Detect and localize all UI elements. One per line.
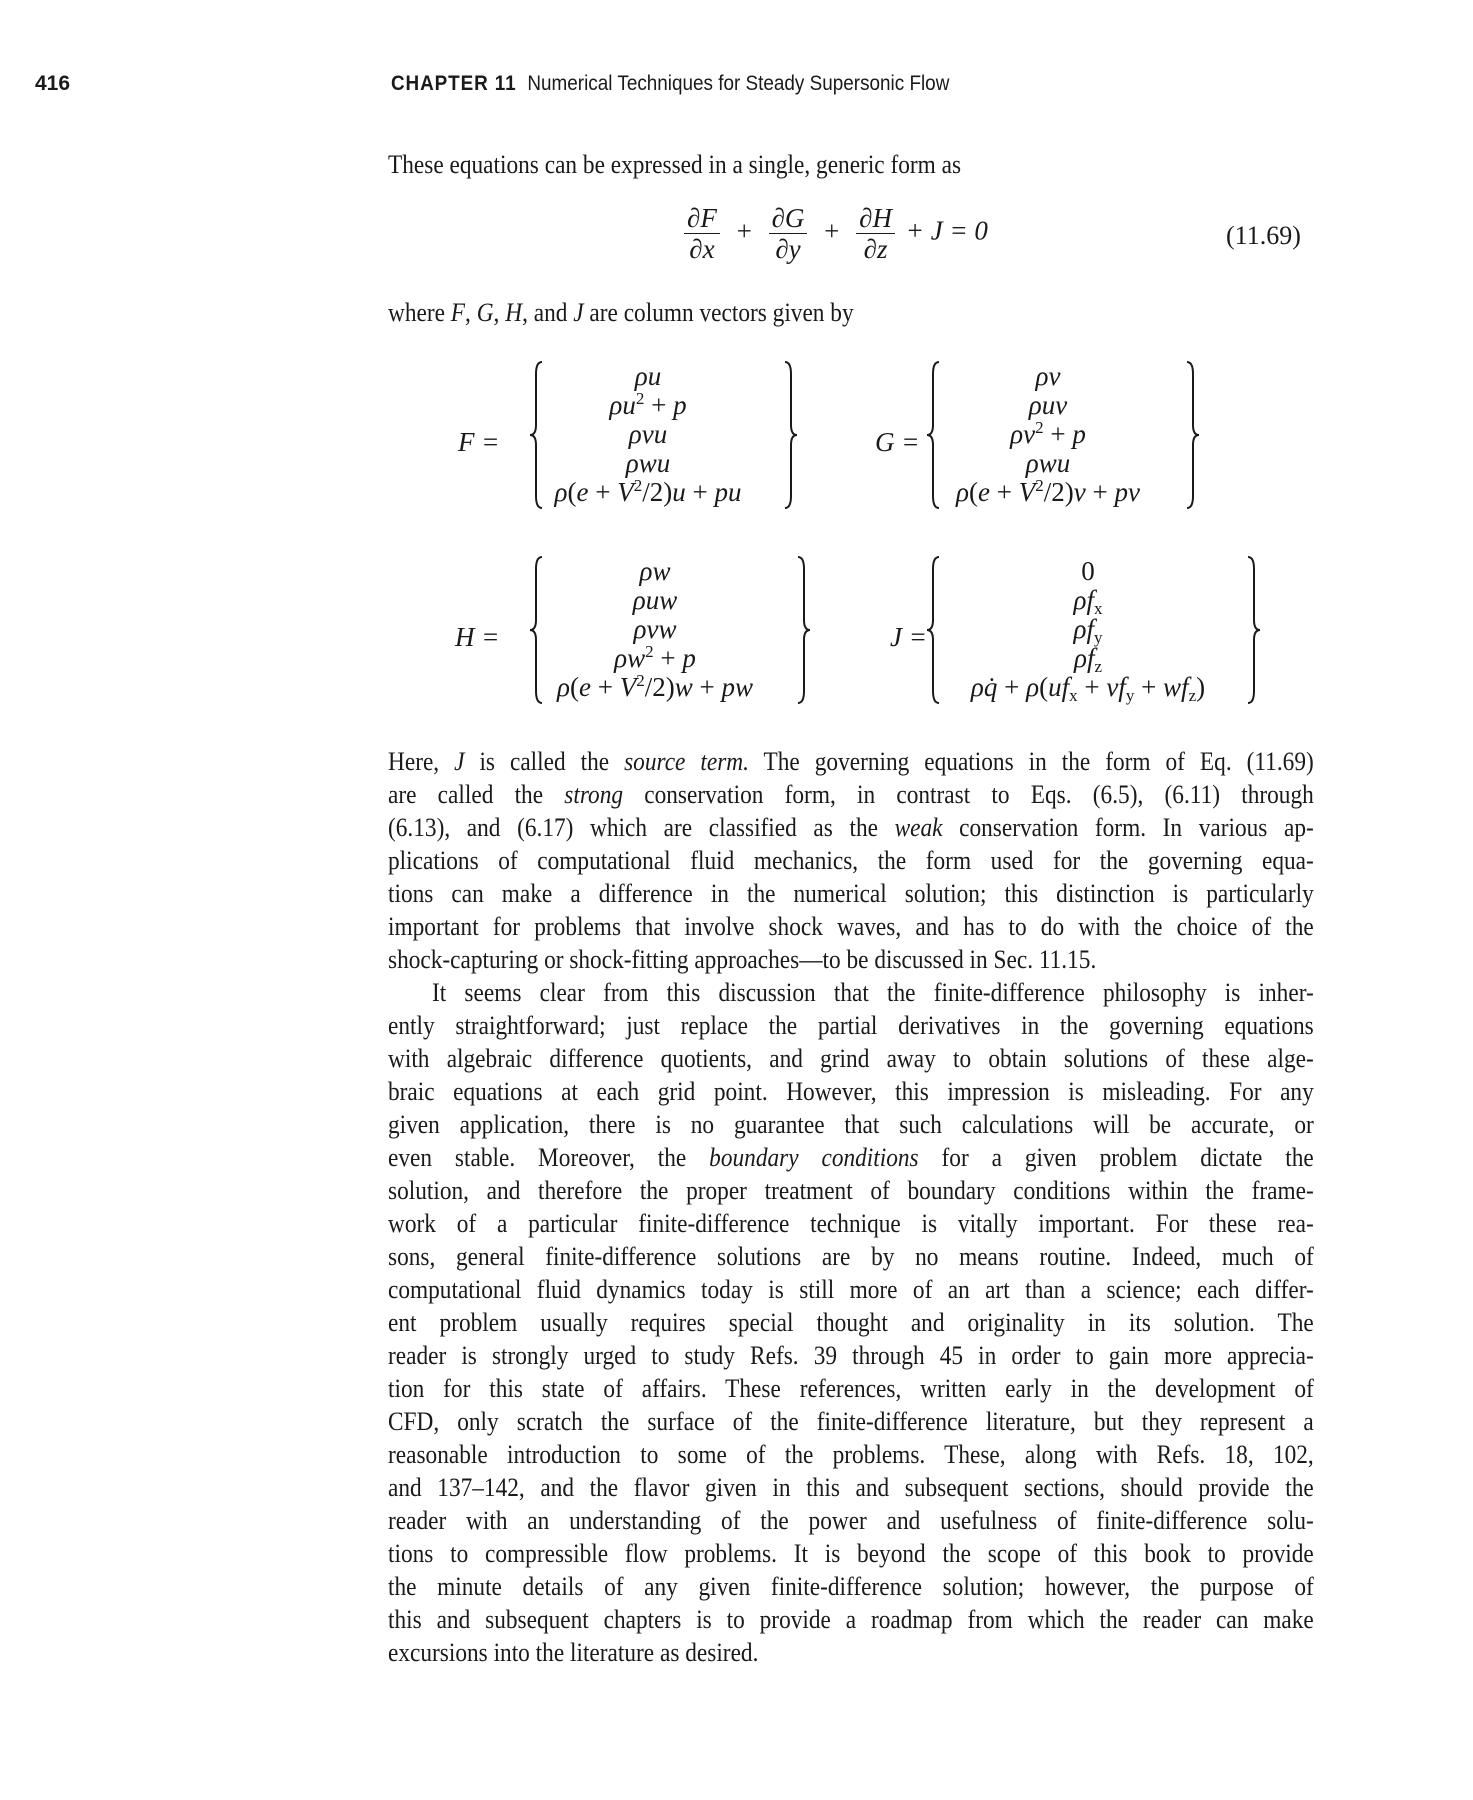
italic-text: ρwu — [625, 448, 671, 478]
italic-text: source term. — [624, 746, 749, 776]
italic-text: ρv — [1035, 361, 1061, 391]
chapter-title: Numerical Techniques for Steady Supersonic Flow — [527, 72, 950, 95]
italic-text: ρwu — [1025, 448, 1071, 478]
paragraph-2-line — [388, 1537, 1314, 1570]
italic-text: ρu — [634, 361, 662, 391]
vector-entry — [970, 672, 1206, 705]
text-run: The governing equations in the form of Eq. (11.69) — [748, 746, 1314, 776]
vector-entry — [956, 478, 1140, 507]
italic-text: ρ — [1026, 672, 1040, 702]
paragraph-2-line — [388, 1603, 1314, 1636]
italic-text: ρvu — [628, 419, 668, 449]
text-run: conservation form. In various ap- — [942, 812, 1314, 842]
text-run: conservation form, in contrast to Eqs. (6.5), (6.11) through — [623, 779, 1314, 809]
text-run: for a given problem dictate the — [918, 1142, 1314, 1172]
paragraph-2-line — [388, 1372, 1314, 1405]
equation-tail: + J = 0 — [905, 215, 988, 246]
text-run: Here, — [388, 746, 455, 776]
page-number: 416 — [35, 72, 71, 95]
italic-text: vf — [1106, 672, 1126, 702]
text-run: excursions into the literature as desired. — [388, 1637, 759, 1667]
subscript: x — [1069, 686, 1078, 705]
text-run: + — [692, 672, 722, 702]
paragraph-2-line — [388, 1075, 1314, 1108]
denominator: ∂z — [863, 234, 888, 264]
vector-entry — [1073, 643, 1102, 676]
paragraph-2-line — [388, 1570, 1314, 1603]
text-run: shock-capturing or shock-fitting approaches—to be discussed in Sec. 11.15. — [388, 944, 1097, 974]
text-run: plications of computational fluid mechanics, the form used for the governing equa- — [388, 845, 1314, 875]
italic-text: uf — [1048, 672, 1070, 702]
italic-text: wf — [1163, 672, 1189, 702]
subscript: z — [1094, 657, 1102, 676]
text-run: work of a particular finite-difference technique is vitally important. For these rea- — [388, 1208, 1314, 1238]
vector-label: F = — [458, 427, 500, 457]
text-run: + — [590, 672, 620, 702]
vector-entry — [1081, 557, 1095, 586]
text-run: tions to compressible flow problems. It is beyond the scope of this book to provide — [388, 1538, 1314, 1568]
text-run: /2) — [642, 477, 673, 507]
text-run: + — [685, 477, 715, 507]
subscript: y — [1125, 686, 1135, 705]
chapter-label: CHAPTER 11 — [391, 72, 517, 95]
superscript: 2 — [633, 476, 643, 495]
italic-text: strong — [564, 779, 624, 809]
paragraph-2-line — [388, 1174, 1314, 1207]
text-run: + — [997, 672, 1027, 702]
subscript: z — [1188, 686, 1197, 705]
plus-sign: + — [736, 215, 752, 246]
text-run: + — [653, 643, 683, 673]
text-run: ( — [569, 672, 579, 702]
paragraph-2-line — [388, 1141, 1314, 1174]
italic-text: w — [674, 672, 693, 702]
italic-text: F — [450, 297, 466, 327]
text-run: are column vectors given by — [583, 297, 854, 327]
vector-label: J = — [890, 622, 927, 652]
paragraph-1-line — [388, 910, 1314, 943]
paragraph-1-line — [388, 745, 1314, 778]
italic-text: e — [978, 477, 990, 507]
italic-text: V — [619, 672, 637, 702]
numerator: ∂G — [769, 203, 808, 234]
text-run: ently straightforward; just replace the partial derivatives in the governing equations — [388, 1010, 1314, 1040]
vector-entry — [633, 586, 677, 615]
superscript: 2 — [635, 389, 645, 408]
text-run: reader with an understanding of the power and usefulness of finite-difference solu- — [388, 1505, 1314, 1535]
text-run: ( — [969, 477, 979, 507]
vector-entry — [1073, 614, 1103, 647]
paragraph-2-line — [388, 1240, 1314, 1273]
italic-text: boundary conditions — [709, 1142, 919, 1172]
italic-text: ρvw — [633, 614, 677, 644]
paragraph-2-line — [388, 1471, 1314, 1504]
text-run: tions can make a difference in the numerical solution; this distinction is particularly — [388, 878, 1314, 908]
paragraph-2-line — [388, 976, 1314, 1009]
text-run: /2) — [644, 672, 675, 702]
fraction — [769, 203, 808, 264]
italic-text: ρw — [639, 556, 671, 586]
text-run: + — [588, 477, 618, 507]
numerator: ∂F — [684, 203, 720, 234]
vector-label: H = — [455, 622, 500, 652]
paragraph-1-line — [388, 877, 1314, 910]
italic-text: ρq̇ — [970, 672, 998, 702]
paragraph-2-line — [388, 1042, 1314, 1075]
subscript: y — [1093, 628, 1103, 647]
italic-text: V — [1018, 477, 1036, 507]
text-run: important for problems that involve shock waves, and has to do with the choice of the — [388, 911, 1314, 941]
text-run: is called the — [464, 746, 625, 776]
text-run: solution, and therefore the proper treatment of boundary conditions within the frame- — [388, 1175, 1314, 1205]
vector-entry — [1029, 391, 1067, 420]
text-run: + — [1085, 477, 1115, 507]
italic-text: ρf — [1073, 643, 1095, 673]
plus-sign: + — [824, 215, 840, 246]
italic-text: H — [505, 297, 523, 327]
text-run: + — [990, 477, 1019, 507]
text-run: given application, there is no guarantee that such calculations will be accurate, or — [388, 1109, 1314, 1139]
paragraph-2-line — [388, 1207, 1314, 1240]
italic-text: G — [476, 297, 494, 327]
equation-11-69 — [680, 203, 988, 264]
italic-text: ρf — [1073, 614, 1094, 644]
vector-label: G = — [875, 427, 920, 457]
text-run: + — [644, 390, 674, 420]
italic-text: pw — [721, 672, 753, 702]
denominator: ∂y — [775, 234, 801, 264]
text-run: ent problem usually requires special thought and originality in its solution. The — [388, 1307, 1314, 1337]
italic-text: ρw — [614, 643, 646, 673]
italic-text: V — [617, 477, 634, 507]
italic-text: e — [576, 477, 589, 507]
text-run: ( — [567, 477, 577, 507]
superscript: 2 — [1035, 418, 1044, 437]
superscript: 2 — [636, 671, 645, 690]
italic-text: e — [578, 672, 591, 702]
paragraph-1-line — [388, 811, 1314, 844]
italic-text: v — [1073, 477, 1086, 507]
vector-entry — [555, 478, 742, 507]
italic-text: weak — [894, 812, 943, 842]
vector-entry — [629, 420, 667, 449]
text-run: reasonable introduction to some of the problems. These, along with Refs. 18, 102, — [388, 1439, 1314, 1469]
text-run: computational fluid dynamics today is still more of an art than a science; each differ- — [388, 1274, 1314, 1304]
vector-entry — [609, 391, 686, 420]
italic-text: ρ — [956, 477, 970, 507]
fraction — [684, 203, 720, 264]
text-run: and 137–142, and the flavor given in this and subsequent sections, should provide the — [388, 1472, 1314, 1502]
numerator: ∂H — [856, 203, 895, 234]
text-run: + — [1077, 672, 1107, 702]
vector-entry — [626, 449, 670, 478]
text-run: It seems clear from this discussion that the finite-difference philosophy is inher- — [432, 977, 1314, 1007]
text-run: + — [1043, 419, 1073, 449]
italic-text: ρ — [554, 477, 568, 507]
fraction — [856, 203, 895, 264]
vector-entry — [634, 615, 677, 644]
vector-entry — [557, 673, 753, 702]
text-run: with algebraic difference quotients, and grind away to obtain solutions of these alge- — [388, 1043, 1314, 1073]
paragraph-1-line — [388, 943, 1314, 976]
text-run: + — [1134, 672, 1164, 702]
text-run: ( — [1039, 672, 1049, 702]
text-run: this and subsequent chapters is to provide a roadmap from which the reader can make — [388, 1604, 1314, 1634]
text-run: are called the — [388, 779, 565, 809]
vector-entry — [640, 557, 671, 586]
running-header — [391, 72, 949, 96]
text-run: the minute details of any given finite-difference solution; however, the purpose of — [388, 1571, 1314, 1601]
vector-entry — [1026, 449, 1070, 478]
subscript: x — [1093, 599, 1103, 618]
paragraph-2-line — [388, 1339, 1314, 1372]
italic-text: ρ — [557, 672, 570, 702]
denominator: ∂x — [689, 234, 715, 264]
text-run: reader is strongly urged to study Refs. 39 through 45 in order to gain more apprecia- — [388, 1340, 1314, 1370]
paragraph-2-line — [388, 1306, 1314, 1339]
vector-entry — [1010, 420, 1086, 449]
italic-text: ρf — [1073, 585, 1094, 615]
paragraph-1-line — [388, 778, 1314, 811]
vector-entry — [614, 644, 696, 673]
text-run: where — [388, 297, 451, 327]
paragraph-2-line — [388, 1273, 1314, 1306]
italic-text: pv — [1114, 477, 1140, 507]
italic-text: J — [454, 746, 465, 776]
text-run: even stable. Moreover, the — [388, 1142, 710, 1172]
vector-entry — [1036, 362, 1061, 391]
italic-text: u — [672, 477, 686, 507]
vector-entry — [1073, 585, 1103, 618]
paragraph-2-line — [388, 1504, 1314, 1537]
italic-text: ρuw — [632, 585, 678, 615]
text-run: , — [493, 297, 506, 327]
text-run: /2) — [1043, 477, 1074, 507]
paragraph-2-line — [388, 1405, 1314, 1438]
paragraph-2-line — [388, 1438, 1314, 1471]
paragraph-1-line — [388, 844, 1314, 877]
italic-text: ρv — [1010, 419, 1036, 449]
text-run: tion for this state of affairs. These references, written early in the development of — [388, 1373, 1314, 1403]
italic-text: p — [673, 390, 687, 420]
where-sentence — [388, 296, 1314, 329]
italic-text: pu — [714, 477, 742, 507]
text-run: CFD, only scratch the surface of the finite-difference literature, but they represent a — [388, 1406, 1314, 1436]
paragraph-2-line — [388, 1636, 1314, 1669]
superscript: 2 — [1035, 476, 1044, 495]
text-run: (6.13), and (6.17) which are classified as the — [388, 812, 895, 842]
text-run: 0 — [1081, 556, 1095, 586]
paragraph-2-line — [388, 1108, 1314, 1141]
text-run: sons, general finite-difference solutions are by no means routine. Indeed, much of — [388, 1241, 1314, 1271]
text-run: , — [465, 297, 477, 327]
text-run: ) — [1196, 672, 1206, 702]
italic-text: p — [1072, 419, 1086, 449]
superscript: 2 — [645, 642, 654, 661]
italic-text: J — [573, 297, 584, 327]
paragraph-2-line — [388, 1009, 1314, 1042]
italic-text: ρuv — [1028, 390, 1068, 420]
vector-entry — [635, 362, 661, 391]
italic-text: ρu — [609, 390, 636, 420]
italic-text: p — [682, 643, 696, 673]
text-run: braic equations at each grid point. However, this impression is misleading. For any — [388, 1076, 1314, 1106]
intro-sentence: These equations can be expressed in a single, generic form as — [388, 149, 962, 179]
equation-number: (11.69) — [1226, 221, 1301, 250]
text-run: , and — [522, 297, 574, 327]
